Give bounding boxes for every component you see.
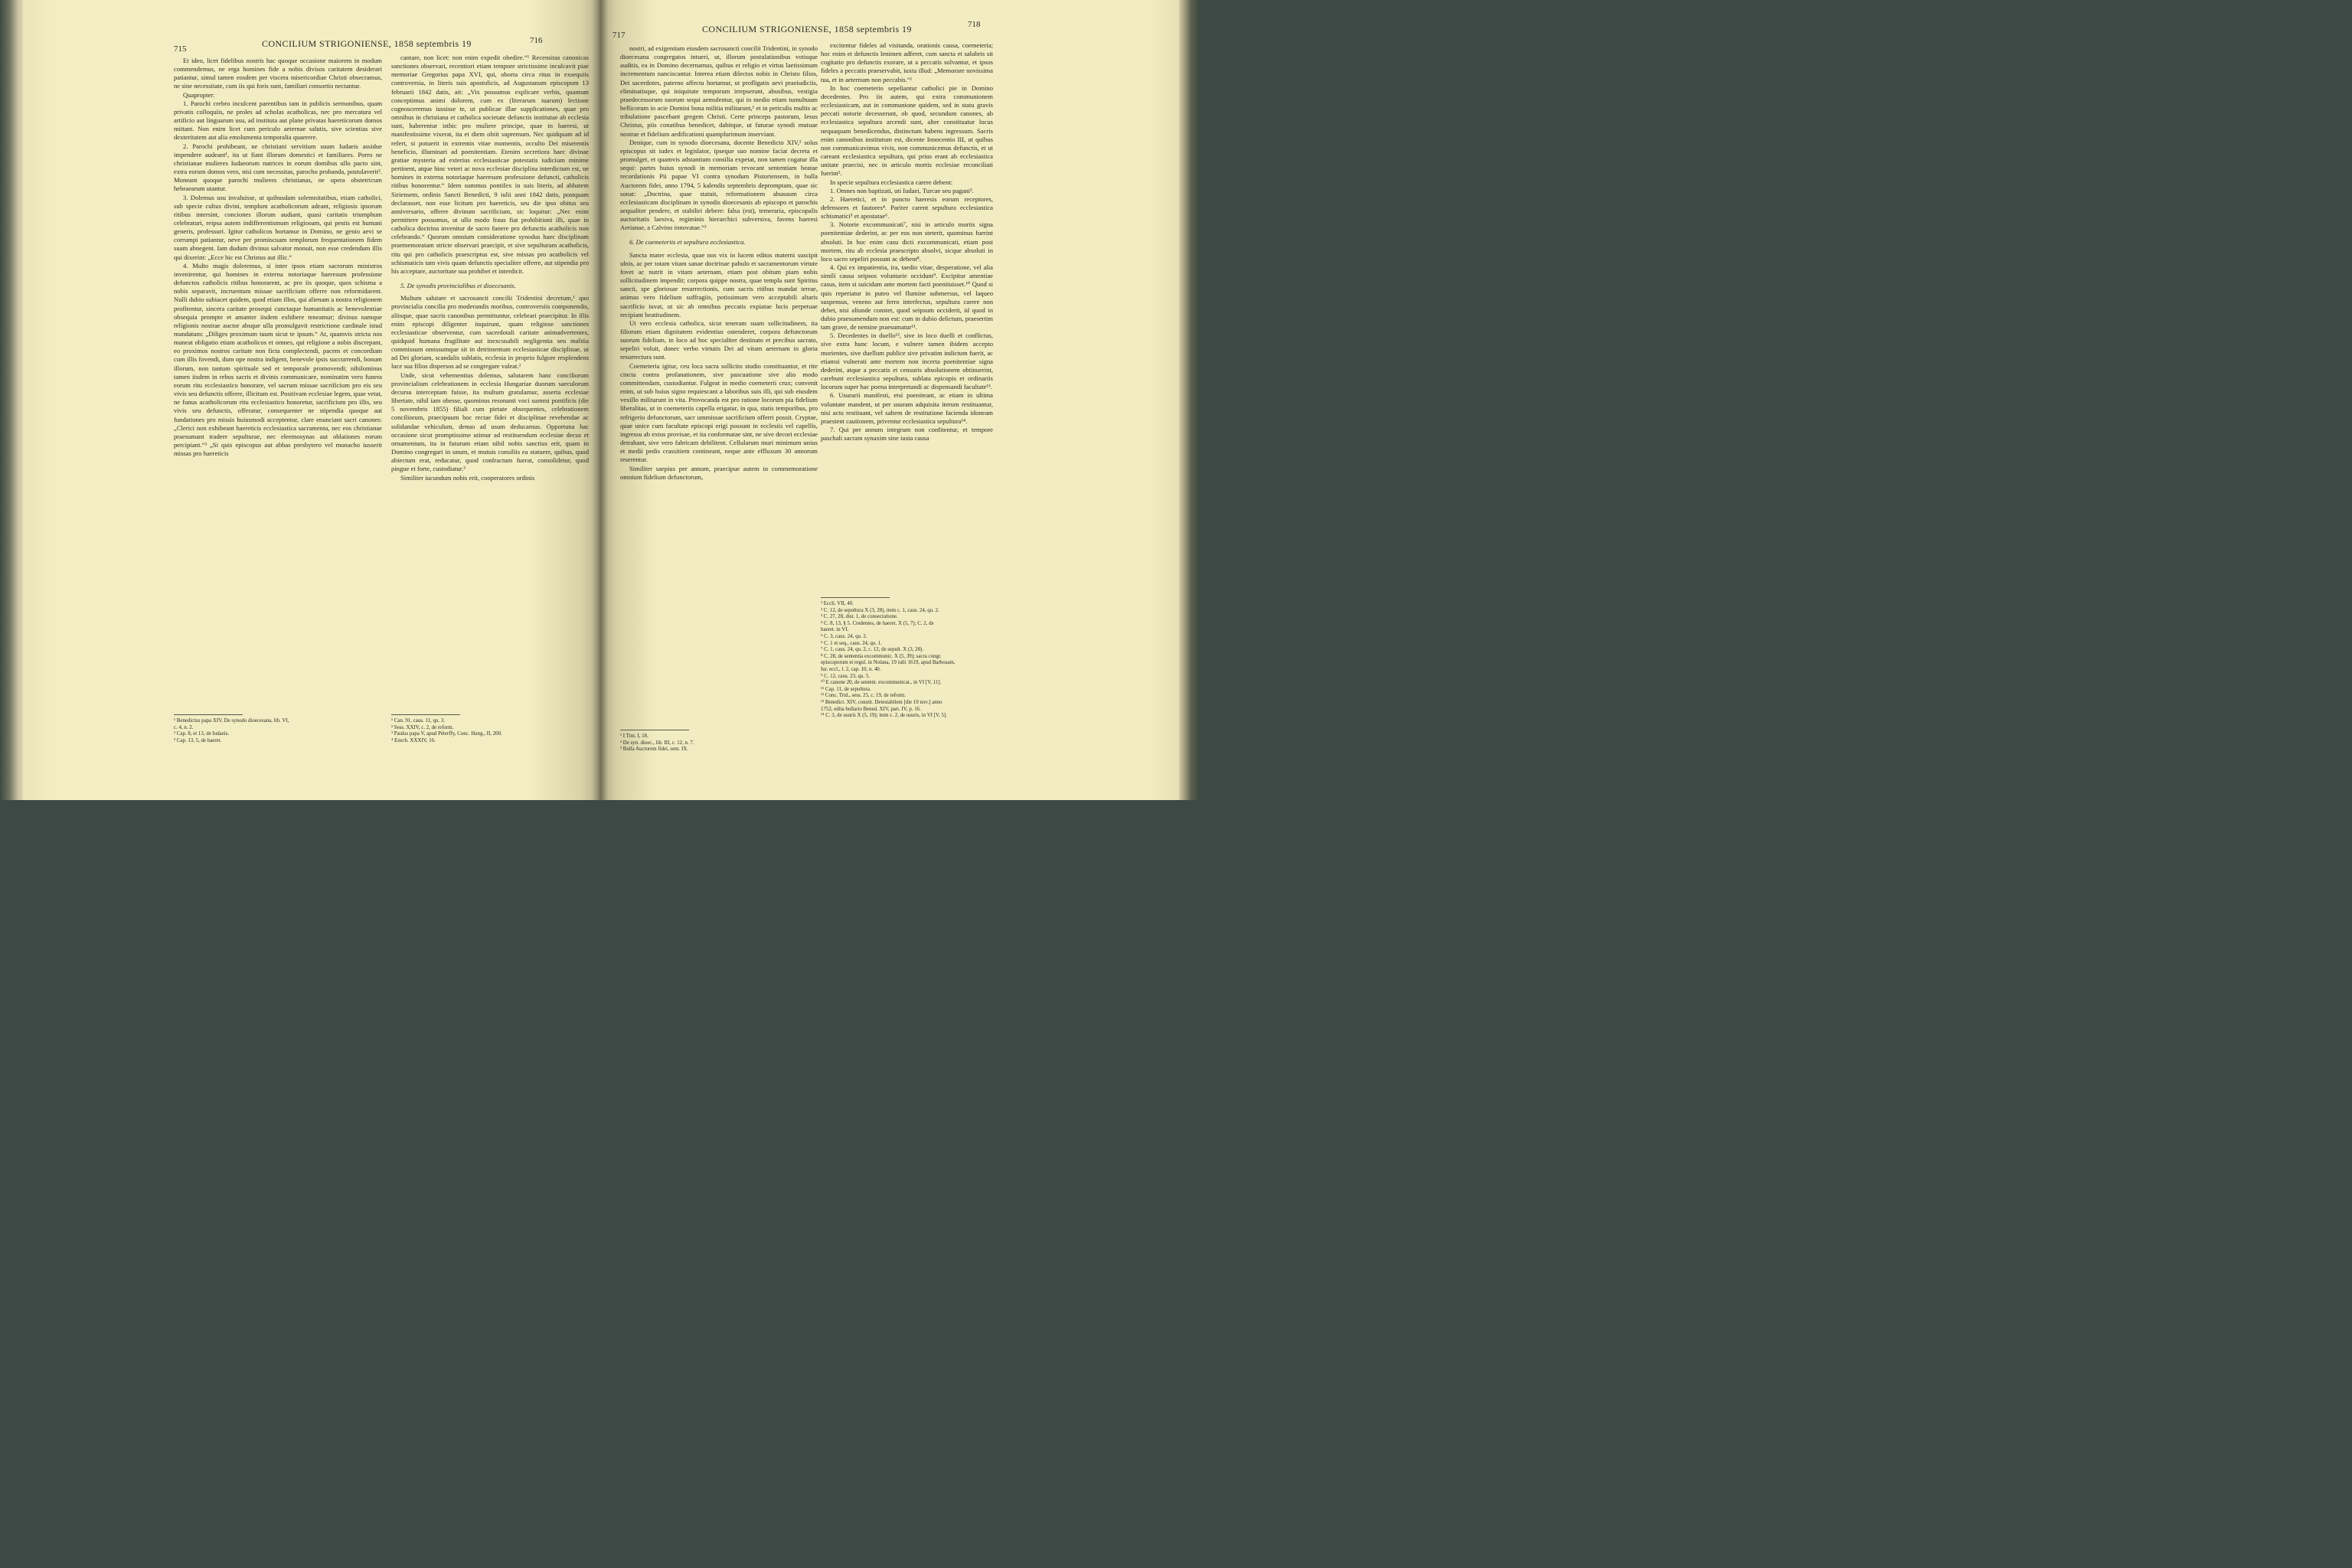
paragraph: Coemeteria igitur, ceu loca sacra sollicito studio constituantur, et rite cincta contra profanationem, sive pascuatione sive alio modo committendam, custodiantur. Fulgeat in medio coemeterii crux; convenit enim, ut sub huius signo requiescant a laboribus suis illi, qui sub eiusdem vexillo militarunt in vita. Provocanda est pro ratione locorum pia fidelium liberalitas, ut in coemeteriis capella erigatur, in qua, statis temporibus, pro refrigerio defunctorum, sacr ummissae sacrificium offerri possit. Cryptae, quae unice cum facultate episcopi erigi possunt in ecclesiis vel capellis, ingressu ab extus provisae, et ita conformatae sint, ne sive decori ecclesiae detrahant, sive vero fabricam debilitent. Cellularum muri minimum unius et medii pedis crassitiem contineant, neque ante effluxum 30 annorum reserentur.	[620, 361, 818, 464]
page-number: 715	[174, 44, 187, 54]
paragraph: 7. Qui per annum integrum non confitentur, et tempore paschali sacram synaxim sine iusta causa	[821, 426, 993, 443]
footnote-line: ¹² Conc. Trid., sess. 25, c. 19, de reform.	[821, 693, 906, 699]
footnotes-left	[620, 733, 818, 764]
running-header: CONCILIUM STRIGONIENSE, 1858 septembris 19	[702, 24, 912, 34]
paragraph: Denique, cum in synodo dioecesana, docente Benedicto XIV,² solus episcopus sit iudex et legislator, ipseque suo nomine faciat decreta et promulget, et quamvis adstantium consilia expetat, non tamen cogatur illa sequi: partes huius synodi in memoriam revocant sententiam beatae recordationis Pii papae VI contra synodum Pistoriensem, in bulla Auctorem fidei, anno 1794, 5 kalendis septembris depromptam, quae sic sonat: „Doctrina, quae statuit, reformationem abusuum circa ecclesiasticam disciplinam in synodis dioecesanis ab episcopo et parochis aequaliter pendere, et stabiliri debere: falsa (est), temeraria, episcopalis auctoritatis laesiva, regiminis hierarchici subversiva, favens haeresi Aerianae, a Calvino innovatae.“³	[620, 138, 818, 232]
paragraph: 1. Parochi crebro inculcent parentibus tam in publicis sermonibus, quam privatis colloquiis, ne proles ad scholas acatholicas, nec pro mercatura vel artificio aut linguarum usu, ad instituta aut plane privatas haereticorum domos mittant. Non enim licet cum periculo aeternae salutis, sive scientias sive dexteritatem aut alia emolumenta temporalia quaerere.	[174, 99, 382, 142]
section-heading: 5. De synodis provincialibus et dioecesanis.	[400, 282, 516, 290]
footnote-line: ² De syn. dioec., lib. III, c. 12, n. 7.	[620, 740, 694, 746]
right-page	[599, 0, 1179, 800]
footnote-line: ³ Paulus papa V, apud Péterffy, Conc. Hung., II, 200.	[391, 731, 502, 737]
paragraph: Unde, sicut vehementius dolemus, salutarem hanc conciliorum provincialium celebrationem in ecclesia Hungariae duorum saeculorum decursu interceptam fuisse, ita multum gratulamur, asserta ecclesiae libertate, nihil iam obesse, quominus resonanti voci summi pontificis (die 5 novembris 1855) filiali cum pietate obsequentes, celebrationem conciliorum, praecipuum hoc rectae fidei et disciplinae revehendae ac solidandae vehiculum, denuo ad usum deducamus. Opportuna hac occasione sicut promptissime utimur ad restituendum ecclesiae decus et ornamentum, ita in futurum etiam nihil nobis sanctius erit, quam in Domino congregari in unum, et mutuis consiliis ea statuere, quibus, quod abiectum erat, reducatur, quod confractum fuerat, consolidetur, quod pingue et forte, custodiatur.³	[391, 371, 589, 473]
footnote-line: ¹⁰ E canone 20, de sentent. excommunicat., in VI [V, 11].	[821, 680, 942, 686]
text-column-left	[174, 57, 382, 707]
footnote-line: ⁶ C. 1 et seq., caus. 24, qu. 1.	[821, 640, 882, 646]
footnote-line: ² C. 12, de sepultura X (3, 28), item c. 1, caus. 24, qu. 2.	[821, 607, 939, 613]
footnotes-right	[391, 718, 589, 764]
paragraph: Multum salutare et sacrosancti concilii Tridentini decretum,¹ quo provincialia concilia pro moderandis moribus, controversiis componendis, aliisque, quae sacris canonibus permittuntur, celebrari praecipitur. In illis enim episcopi diligenter inquirunt, quam religiose sanctiones ecclesiasticae observentur, cum sacerdotali caritate animadvertentes, quidquid humana fragilitate aut inexcusabili negligentia seu malitia commissum omissumque sit in detrimentum ecclesiasticae disciplinae, ut ad Dei gloriam, scandalis sublatis, ecclesia in proprio fulgore resplendens luce sua filios dispersos ad se congregare valeat.²	[391, 294, 589, 371]
paragraph: 2. Haeretici, et in puncto haeresis eorum receptores, defensores et fautores⁴. Pariter carent sepultura ecclesiastica schismatici⁵ et apostatae⁶.	[821, 194, 993, 220]
paragraph: 3. Notorie excommunicati⁷, nisi in articulo mortis signa poenitentiae dederint, ac per eos non steterit, quominus fuerint absoluti. In hoc enim casu dicti excommunicati, etiam post mortem, ritu ab ecclesia praescripto absolvi, sicque absoluti in loco sacro sepeliri possunt ac debent⁸.	[821, 220, 993, 263]
paragraph: Similiter iucundum nobis erit, cooperatores ordinis	[400, 473, 535, 482]
paragraph: 6. Usurarii manifesti, etsi poeniteant, ac etiam in ultima voluntate mandent, ut per usuram adquisita iterum restituantur, nisi actu restituant, vel saltem de restitutione facienda idoneam praestent cautionem, priventur ecclesiastica sepultura¹⁴.	[821, 391, 993, 425]
footnote-line: ¹⁴ C. 3, de usuris X (5, 19); item c. 2, de usuris, in VI [V, 5].	[821, 713, 947, 719]
paragraph: 2. Parochi prohibeant, ne christiani servitium suum Iudaeis assidue impendere audeant¹, ita ut fiant illorum domestici et familiares. Porro ne christianae mulieres Iudaeorum nutrices in eorum domibus ullo pacto sint, extra eorum domos vero, nisi cum necessitas, parocho probanda, postulaverit². Moneant quoque parochi mulieres christianas, ne opera obstetricum hebraearum utantur.	[174, 142, 382, 193]
footnote-line: ⁷ C. 1, caus. 24, qu. 2, c. 12, de sepult. X (3, 28).	[821, 647, 924, 653]
footnote-line: ⁹ C. 12, caus. 23, qu. 5.	[821, 673, 871, 679]
footnote-line: ² Sess. XXIV, c. 2, de reform.	[391, 724, 454, 730]
paragraph: Ut vero ecclesia catholica, sicut teneram suam sollicitudinem, ita filiorum etiam dignitatem evidentius ostenderet, corpora defunctorum suorum fidelium, in loco ad hoc specialiter destinato et precibus sacrato, sepeliri voluit, donec verbo virtutis Dei ad vitam aeternam in gloria resurrectura sunt.	[620, 318, 818, 361]
paragraph: excitentur fideles ad visitanda, orationis causa, coemeteria; hoc enim et defunctis lenimen adferet, cum sancta et salubris sit cogitatio pro defunctis exorare, ut a peccatis solvantur, et ipsos fideles a peccatis praeservabit, iuxta illud: „Memorare novissima tua, et in aeternum non peccabis.“¹	[821, 41, 993, 83]
footnote-line: ⁴ C. 8, 13, § 5. Credentes, de haeret. X (5, 7); C. 2, de	[821, 620, 934, 626]
footnotes-left	[174, 718, 382, 764]
page-number: 717	[612, 31, 626, 40]
footnote-line: ¹ Benedictus papa XIV, De synodo dioecesana, lib. VI,	[174, 718, 289, 724]
footnote-rule	[174, 714, 243, 715]
running-header: CONCILIUM STRIGONIENSE, 1858 septembris 19	[262, 38, 472, 49]
paragraph: cantare, non licet: non enim expedit obedire.“¹ Recensitas canonicas sanctiones observari, recentiori etiam tempore strictissime inculcavit piae memoriae Gregorius papa XVI, qui, oborta circa ritus in exsequiis controversia, in literis suis apostolicis, ad Augustanum episcopum 13 februarii 1842 datis, ait: „Vix possumus explicare verbis, quantum conceptimus animi dolorem, cum ex (literarum tuarum) lectione cognosceremus iussisse te, ut publicae illae supplicationes, quae pro omnibus in christiana et catholica societate defunctis institutae ab ecclesia sunt, haberentur isthic pro muliere principe, quae in haeresi, ut manifestissime vixerat, ita et diem obiit supremum. Nec quidquam ad id refert, si potuerit in extremis vitae momentis, occulto Dei miserentis beneficio, illuminari ad poenitentiam. Etenim secretiora haec divinae gratiae mysteria ad exterius ecclesiasticae potestatis iudicium minime pertinent, atque hinc veteri ac nova ecclesiae disciplina interdictum est, ne homines in externa notoriaque haeresum professione defuncti, catholicis ritibus honorentur.“ Idem summus pontifex in suis literis, ad abbatem Siriensem, ordinis Sancti Benedicti, 9 iulii anni 1842 datis, postquam declarasset, non esse licitum pro haereticis, seu die ipso obitus seu anniversario, offerre divinum sacrificium, sic loquitur: „Nec enim permittere possumus, ut ullo modo fraus fiat prohibitioni illi, quae in catholica doctrina invenitur de sacro funere pro defunctis acatholicis non celebrando.“ Quorum omnium consideratione synodus haec disciplinam praememoratam stricte observari praecipit, et sive sepulturam acatholicis, ritu qui pro catholicis praescriptus est, sive missas pro acatholicis vel schismaticis tam vivis quam defunctis specialiter offerre, aut stipendia pro his acceptare, auctoritate sua prohibet et interdicit.	[391, 54, 589, 275]
paragraph: Et ideo, licet fidelibus nostris hac quoque occasione maiorem in modum commendemus, ne erga homines fide a nobis divisos caritatem desiderari patiantur, simul tamen eosdem per viscera misericordiae Christi obsecramus, ne sine necessitate, cum iis qui foris sunt, familiari consortio nectantur.	[174, 57, 382, 90]
footnote-line: ³ Bulla Auctorem fidei, sent. IX.	[620, 746, 688, 753]
paragraph: 4. Qui ex impatientia, ira, taedio vitae, desperatione, vel alia simili causa seipsos voluntarie occidunt⁹. Excipitur amentiae casus, item si suicidam ante mortem facti poenituisset.¹⁰ Quod si quis reperiatur in puteo vel flumine submersus, vel laqueo suspensus, veneno aut ferro interfectus, sepultura carere non debet, nisi aliunde constet, quod seipsum occiderit, id quod in dubio praesumendum non est: cum in dubio delictum, praesertim tam grave, de nemine praesumatur¹¹.	[821, 263, 993, 332]
book-edge-left	[0, 0, 26, 800]
paragraph: Quapropter:	[183, 90, 215, 99]
footnote-line: ⁴ Ezech. XXXIV, 16.	[391, 737, 436, 743]
paragraph: In hoc coemeterio sepeliantur catholici pie in Domino decedentes. Pro iis autem, qui extra communionem ecclesiasticam, aut in communione quidem, sed in statu gravis peccati notorie decesserunt, ob quod, secundum canones, ab ecclesiastica sepultura arcendi sunt, alter constituatur locus nequaquam benedicendus, distinctum habens ingressum. Sacris enim canonibus institutum est, dicente Innocentio III, ut quibus non communicavimus vivis, non communicemus defunctis, et ut careant ecclesiastica sepultura, qui prius erant ab ecclesiastica unitate praecisi, nec in articulo mortis ecclesiae reconciliati fuerint².	[821, 83, 993, 178]
text-column-right	[821, 41, 993, 596]
footnote-line: ² Cap. 8, et 13, de Iudaeis.	[174, 731, 230, 737]
footnote-line: ¹³ Benedict. XIV, constit. Detestabilem [die 10 nov.] anno	[821, 699, 942, 705]
paragraph: Similiter saepius per annum, praecipue autem in commemoratione omnium fidelium defunctorum,	[620, 464, 818, 481]
footnote-line: episcoporum et regul. in Nolana, 19 iulii 1619, apud Barbosam,	[821, 660, 956, 666]
footnote-rule	[821, 597, 890, 598]
page-number: 716	[530, 36, 543, 45]
paragraph: 4. Multo magis doleremus, si inter ipsos etiam sacrorum ministros invenirentur, qui homines in externa notoriaque haeresum professione defunctos catholicis ritibus honorarent, ac pro iis quoque, quos schisma a nobis separavit, incruentum missae sacrificium offerre non reformidarent. Nulli dubio subiacet quidem, quod etiam illos, qui alienam a nostra religionem profitentur, sincera caritate prosequi cunctaque humanitatis ac benevolentiae obsequia prompte et amanter iisdem exhibere teneamur; divinus namque religionis nostrae auctor absque ulla promulgavit restrictione cardinale istud mandatum: „Diliges proximum tuum sicut te ipsum.“ At, quamvis stricta nos maneat obligatio etiam acatholicos et omnes, qui religione a nobis discrepant, eo proximos nostros caritate non ficta complectendi, pacem et concordiam cum illis fovendi, dum ope nostra indigent, benevole ipsis succurrendi, bonum illorum, non tantum spirituale sed et temporale promovendi; nihilominus tamen iisdem in rebus sacris et divinis communicare, nominatim vero funera eorum ritu ecclesiastico honorare, vel sacrum missae sacrificium pro eis seu vivis seu defunctis offerre, illicitum est. Positivam ecclesiae legem, quae vetat, ne funus acatholicorum ritu ecclesiastico honoretur, sacrificium pro illis, seu vivis seu defunctis, offeratur, consequenter ne stipendia quoque aut fundationes pro missis huiusmodi acceptentur, clare enunciant sacri canones: „Clerici non exhibeant haereticis ecclesiastica sacramenta, nec eos christianae praesumant tradere sepulturae, nec eleemosynas aut oblationes eorum percipiant.“³ „Si quis episcopus aut abbas presbytero vel monacho iusserit missas pro haereticis	[174, 261, 382, 458]
footnote-line: ³ Cap. 13, 5, de haeret.	[174, 737, 222, 743]
footnote-line: 1752, edita bullario Bened. XIV, part. IV, p. 16.	[821, 706, 921, 712]
book-edge-right	[1178, 0, 1200, 800]
text-column-left	[620, 44, 818, 710]
footnote-line: ⁵ C. 3, caus. 24, qu. 2.	[821, 633, 867, 639]
footnote-line: ³ C. 27, 28, dist. 1, de consecratione.	[821, 614, 898, 620]
paragraph: 3. Dolemus usu invaluisse, ut quibusdam solemnitatibus, etiam catholici, sub specie cultus divini, templum acatholicorum adeant, religiosis ipsorum ritibus intersint, conciones illorum audiant, quasi caritatis triumphum celebraturi, reipsa autem indifferentismum religiosum, qui pestis est humani generis, professuri. Igitur catholicos hortamur in Domino, ne genio aevi se corrumpi patiantur, neve per promiscuam templorum frequentationem fidem suam abnegent. Iam dudum divinus salvator monuit, non esse credendum illis qui dixerint: „Ecce hic est Christus aut illic.“	[174, 193, 382, 261]
page-number: 718	[968, 20, 981, 29]
book-gutter	[591, 0, 608, 800]
paragraph: nostri, ad exigentiam eiusdem sacrosancti concilii Tridentini, in synodo dioecesana congregatos intueri, ut, illorum postulationibus votisque auditis, ea in Domino decernamus, quibus et religio et virtus laetissimum incrementum nanciscantur. Interea etiam dilectos nobis in Christo filios, Dei sacerdotes, paterno affectu hortamur, ut profligatis aevi praeiudiciis, eliminatisque, qui iniquitate temporum irrepserunt, abusibus, vestigia praedecessorum suorum sequi aemulentur, qui in medio etiam tumultuum bellicorum in acie Domini bona militia militarunt,¹ et in periculis multis ac tribulatione pascebant gregem Christi. Certe princeps pastorum, Iesus Christus, piis conatibus benedicet, dabitque, ut futurae synodi mutuae nostrae et fidelium aedificationi quamplurimum inserviant.	[620, 44, 818, 138]
section-heading: 6. De coemeteriis et sepultura ecclesiastica.	[629, 238, 746, 247]
footnote-line: ¹ I Tim. I, 18.	[620, 733, 648, 739]
paragraph: Sancta mater ecclesia, quae nos vix in lucem editos materni suscipit ulnis, ac per totam vitam sanae doctrinae pabulo et sacramentorum virtute fovet ac nutrit in vitam aeternam, etiam post obitum piam nobis sollicitudinem impendit; corpora quippe nostra, quae templa sunt Spiritus sancti, spe gloriosae resurrectionis, cum sacris ritibus mandat terrae, animas vero fidelium suffragiis, potissimum vero acceptabili altaris sacrificio iuvat, ut sic ab omnibus peccatis expiatae lucis perpetuae recipiant beatitudinem.	[620, 250, 818, 318]
footnote-line: ¹ Can. 91, caus. 11, qu. 3.	[391, 718, 445, 724]
text-column-right	[391, 54, 589, 708]
left-page	[23, 0, 599, 800]
footnote-line: c. 4, n. 2.	[174, 724, 194, 730]
paragraph: 1. Omnes non baptizati, uti Iudaei, Turcae seu pagani³.	[830, 186, 974, 194]
footnote-line: haeret. in VI.	[821, 627, 849, 633]
footnote-line: ⁸ C. 28, de sententia excommunic. X (5, 39); sacra congr.	[821, 653, 942, 659]
footnote-rule	[391, 714, 460, 715]
footnotes-right	[821, 601, 995, 739]
footnote-line: Iur. eccl., l. 2, cap. 10, n. 40.	[821, 666, 881, 672]
paragraph: 5. Decedentes in duello¹², sive in loco duelli et conflictus, sive extra hunc locum, e vulnere tamen ibidem accepto morientes, sive duellum publice sive privatim indictum fuerit, ac etiamsi vulnerati ante mortem non incerta poenitentiae signa dederint, atque a peccatis et censuris absolutionem obtinuerint, carebunt ecclesiastica sepultura, sublata epicopis et ordinariis locorum super hac poena interpretandi ac dispensandi facultate¹³.	[821, 332, 993, 391]
paragraph: In specie sepultura ecclesiastica carere debent:	[830, 178, 953, 186]
footnote-line: ¹¹ Cap. 11, de sepultura.	[821, 686, 871, 692]
footnote-line: ¹ Eccli. VII, 40.	[821, 601, 854, 606]
